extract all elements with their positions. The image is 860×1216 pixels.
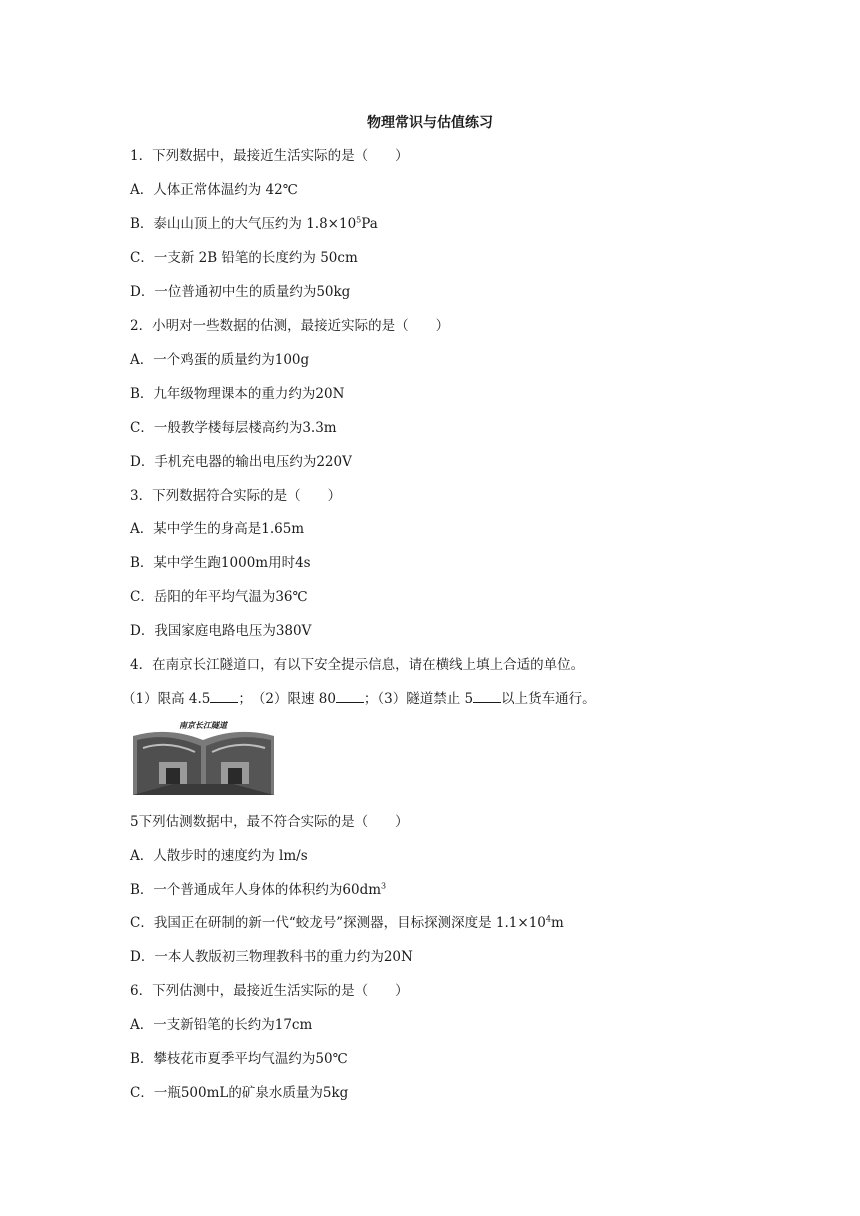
q5-c-unit: m bbox=[550, 915, 564, 931]
q5-b-exponent: 3 bbox=[381, 881, 387, 891]
question-2-option-c: C．一般教学楼每层楼高约为3.3m bbox=[130, 420, 337, 436]
question-2-option-b: B．九年级物理课本的重力约为20N bbox=[130, 386, 345, 402]
question-5-stem: 5下列估测数据中，最不符合实际的是（ ） bbox=[130, 814, 409, 830]
question-6-stem: 6．下列估测中，最接近生活实际的是（ ） bbox=[130, 983, 409, 999]
tunnel-photo bbox=[133, 718, 274, 795]
question-3-option-d: D．我国家庭电路电压为380V bbox=[130, 623, 312, 639]
question-1-stem: 1．下列数据中，最接近生活实际的是（ ） bbox=[130, 148, 409, 164]
q4-part-3: ；（3）隧道禁止 5 bbox=[363, 691, 474, 707]
question-5-option-d: D．一本人教版初三物理教科书的重力约为20N bbox=[130, 949, 413, 965]
question-4-blanks bbox=[122, 688, 596, 709]
answer-blank-2[interactable] bbox=[336, 688, 364, 703]
q1-b-exponent: 5 bbox=[356, 215, 362, 225]
q5-b-text: B．一个普通成年人身体的体积约为60dm bbox=[130, 882, 382, 898]
q4-part-4: 以上货车通行。 bbox=[501, 691, 596, 707]
tunnel-photo-drawing bbox=[133, 718, 274, 795]
question-1-option-a: A．人体正常体温约为 42℃ bbox=[130, 182, 298, 198]
tunnel-sign-text: 南京长江隧道 bbox=[179, 720, 227, 730]
q1-b-text: B．泰山山顶上的大气压约为 1.8×10 bbox=[130, 216, 357, 232]
question-5-option-b bbox=[130, 880, 386, 900]
question-5-option-a: A．人散步时的速度约为 lm/s bbox=[130, 848, 308, 864]
question-3-option-b: B．某中学生跑1000m用时4s bbox=[130, 555, 311, 571]
question-6-option-c: C．一瓶500mL的矿泉水质量为5kg bbox=[130, 1085, 349, 1101]
question-2-stem: 2．小明对一些数据的估测，最接近实际的是（ ） bbox=[130, 318, 450, 334]
question-2-option-a: A．一个鸡蛋的质量约为100g bbox=[130, 352, 310, 368]
question-1-option-c: C．一支新 2B 铅笔的长度约为 50cm bbox=[130, 250, 358, 266]
page-title: 物理常识与估值练习 bbox=[367, 115, 493, 131]
question-6-option-b: B．攀枝花市夏季平均气温约为50℃ bbox=[130, 1051, 348, 1067]
answer-blank-1[interactable] bbox=[210, 688, 238, 703]
question-3-option-a: A．某中学生的身高是1.65m bbox=[130, 521, 305, 537]
q1-b-unit: Pa bbox=[361, 216, 378, 232]
answer-blank-3[interactable] bbox=[473, 688, 501, 703]
question-6-option-a: A．一支新铅笔的长约为17cm bbox=[130, 1017, 313, 1033]
q5-c-exponent: 4 bbox=[545, 914, 551, 924]
q4-part-2: ； （2）限速 80 bbox=[238, 691, 336, 707]
q4-part-1: （1）限高 4.5 bbox=[122, 691, 211, 707]
q5-c-text: C．我国正在研制的新一代“蛟龙号”探测器，目标探测深度是 1.1×10 bbox=[130, 915, 546, 931]
question-4-stem: 4．在南京长江隧道口，有以下安全提示信息，请在横线上填上合适的单位。 bbox=[130, 657, 585, 673]
question-1-option-d: D．一位普通初中生的质量约为50kg bbox=[130, 284, 351, 300]
question-2-option-d: D．手机充电器的输出电压约为220V bbox=[130, 454, 352, 470]
question-5-option-c bbox=[130, 913, 564, 933]
question-3-stem: 3．下列数据符合实际的是（ ） bbox=[130, 488, 342, 504]
question-3-option-c: C．岳阳的年平均气温为36℃ bbox=[130, 589, 308, 605]
question-1-option-b bbox=[130, 214, 378, 234]
